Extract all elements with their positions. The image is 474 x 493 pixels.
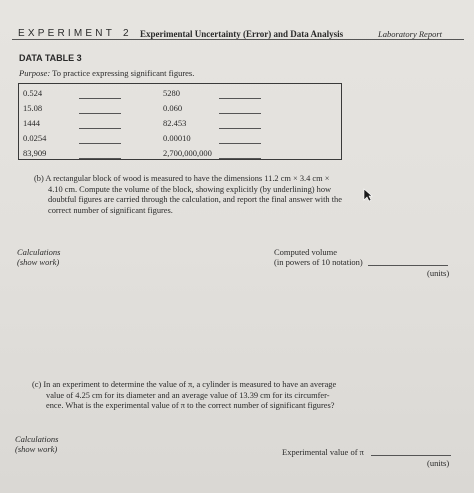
part-c-line: value of 4.25 cm for its diameter and an average value of 13.39 cm for its circumfer- xyxy=(46,390,330,400)
part-c-question xyxy=(32,380,336,412)
calculations-heading: Calculations xyxy=(17,247,61,257)
experiment-title: Experimental Uncertainty (Error) and Data Analysis xyxy=(140,29,344,39)
purpose-label: Purpose: xyxy=(19,68,51,78)
part-b-line: 4.10 cm. Compute the volume of the block, showing explicitly (by underlining) how xyxy=(48,184,332,194)
answer-blank[interactable] xyxy=(79,128,121,129)
part-b-calculations-label xyxy=(17,247,60,267)
right-value: 0.00010 xyxy=(163,133,191,143)
experiment-number: 2 xyxy=(123,28,132,39)
left-value: 15.08 xyxy=(23,103,43,113)
answer-blank[interactable] xyxy=(219,143,261,144)
show-work-note: (show work) xyxy=(15,444,58,454)
right-value: 0.060 xyxy=(163,103,183,113)
experiment-label: EXPERIMENT xyxy=(18,28,116,39)
part-c-units: (units) xyxy=(427,458,450,468)
calculations-heading: Calculations xyxy=(15,434,59,444)
left-value: 0.524 xyxy=(23,88,43,98)
header-divider xyxy=(12,39,464,40)
significant-figures-table xyxy=(18,83,342,160)
computed-volume-heading: Computed volume xyxy=(274,247,338,257)
answer-blank[interactable] xyxy=(219,113,261,114)
part-c-line: (c) In an experiment to determine the value of π, a cylinder is measured to have an average xyxy=(32,380,337,389)
experimental-pi-label: Experimental value of π xyxy=(282,447,364,457)
part-c-calculations-label xyxy=(15,434,58,454)
answer-blank[interactable] xyxy=(79,143,121,144)
computed-volume-answer-blank[interactable] xyxy=(368,265,448,266)
purpose-text: To practice expressing significant figures. xyxy=(52,68,195,78)
part-b-units: (units) xyxy=(427,268,450,278)
computed-volume-label xyxy=(274,247,363,267)
answer-blank[interactable] xyxy=(219,158,261,159)
right-value: 2,700,000,000 xyxy=(163,148,212,158)
data-table-title: DATA TABLE 3 xyxy=(19,53,82,63)
right-value: 82.453 xyxy=(163,118,187,128)
part-c-line: ence. What is the experimental value of π to the correct number of significant figures? xyxy=(46,401,335,411)
part-b-line: doubtful figures are carried through the calculation, and report the final answer with the xyxy=(48,195,342,205)
mouse-cursor-icon xyxy=(363,188,373,202)
experimental-pi-answer-blank[interactable] xyxy=(371,455,451,456)
answer-blank[interactable] xyxy=(79,98,121,99)
notation-note: (in powers of 10 notation) xyxy=(274,257,363,267)
left-value: 0.0254 xyxy=(23,133,47,143)
answer-blank[interactable] xyxy=(219,128,261,129)
answer-blank[interactable] xyxy=(79,113,121,114)
report-type: Laboratory Report xyxy=(378,29,442,39)
answer-blank[interactable] xyxy=(79,158,121,159)
purpose-line xyxy=(19,68,194,78)
part-b-line: (b) A rectangular block of wood is measured to have the dimensions 11.2 cm × 3.4 cm × xyxy=(34,174,330,183)
answer-blank[interactable] xyxy=(219,98,261,99)
left-value: 83,909 xyxy=(23,148,47,158)
part-b-question xyxy=(34,174,342,216)
part-b-line: correct number of significant figures. xyxy=(48,205,173,215)
left-value: 1444 xyxy=(23,118,40,128)
show-work-note: (show work) xyxy=(17,257,60,267)
right-value: 5280 xyxy=(163,88,180,98)
